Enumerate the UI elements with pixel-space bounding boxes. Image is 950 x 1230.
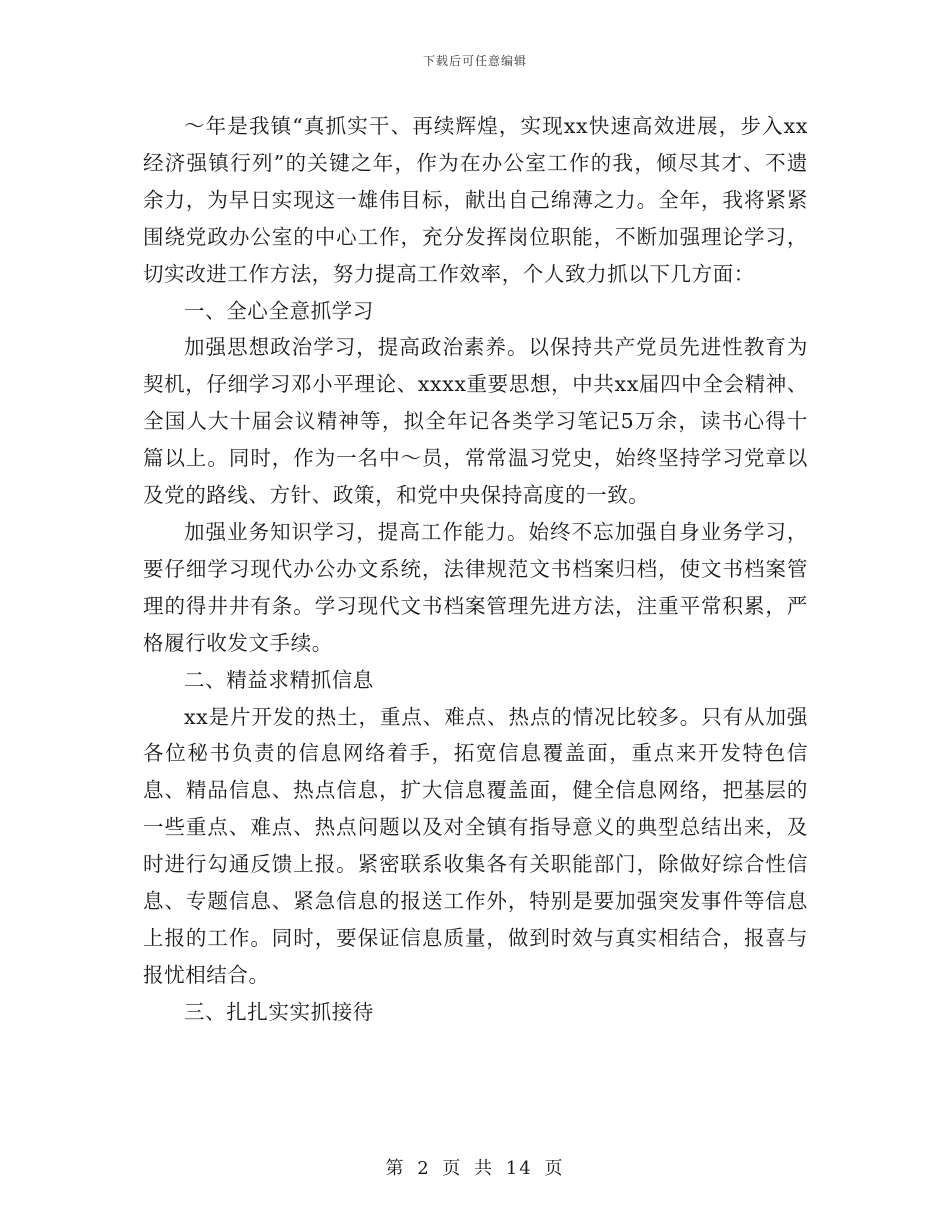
paragraph-political-study: 加强思想政治学习，提高政治素养。以保持共产党员先进性教育为契机，仔细学习邓小平理论、xxxx重要思想，中共xx届四中全会精神、全国人大十届会议精神等，拟全年记各类学习笔记5万余，读书心得十篇以上。同时，作为一名中～员，常常温习党史，始终坚持学习党章以及党的路线、方针、政策，和党中央保持高度的一致。 <box>143 335 808 508</box>
intro-paragraph: ～年是我镇“真抓实干、再续辉煌，实现xx快速高效进展，步入xx经济强镇行列”的关键之年，作为在办公室工作的我，倾尽其才、不遗余力，为早日实现这一雄伟目标，献出自己绵薄之力。全年，我将紧紧围绕党政办公室的中心工作，充分发挥岗位职能，不断加强理论学习，切实改进工作方法，努力提高工作效率，个人致力抓以下几方面： <box>143 114 808 286</box>
section-heading-reception: 三、扎扎实实抓接待 <box>184 999 374 1024</box>
header-note: 下载后可任意编辑 <box>422 54 527 68</box>
section-heading-information: 二、精益求精抓信息 <box>184 667 374 692</box>
section-heading-study: 一、全心全意抓学习 <box>184 298 374 323</box>
paragraph-information: xx是片开发的热土，重点、难点、热点的情况比较多。只有从加强各位秘书负责的信息网络着手，拓宽信息覆盖面，重点来开发特色信息、精品信息、热点信息，扩大信息覆盖面，健全信息网络，把基层的一些重点、难点、热点问题以及对全镇有指导意义的典型总结出来，及时进行勾通反馈上报。紧密联系收集各有关职能部门，除做好综合性信息、专题信息、紧急信息的报送工作外，特别是要加强突发事件等信息上报的工作。同时，要保证信息质量，做到时效与真实相结合，报喜与报忧相结合。 <box>143 704 808 987</box>
page-number-footer: 第 2 页 共 14 页 <box>385 1158 565 1179</box>
paragraph-business-study: 加强业务知识学习，提高工作能力。始终不忘加强自身业务学习，要仔细学习现代办公办文系统，法律规范文书档案归档，使文书档案管理的得井井有条。学习现代文书档案管理先进方法，注重平常积累，严格履行收发文手续。 <box>143 519 808 655</box>
document-body <box>143 108 808 1031</box>
